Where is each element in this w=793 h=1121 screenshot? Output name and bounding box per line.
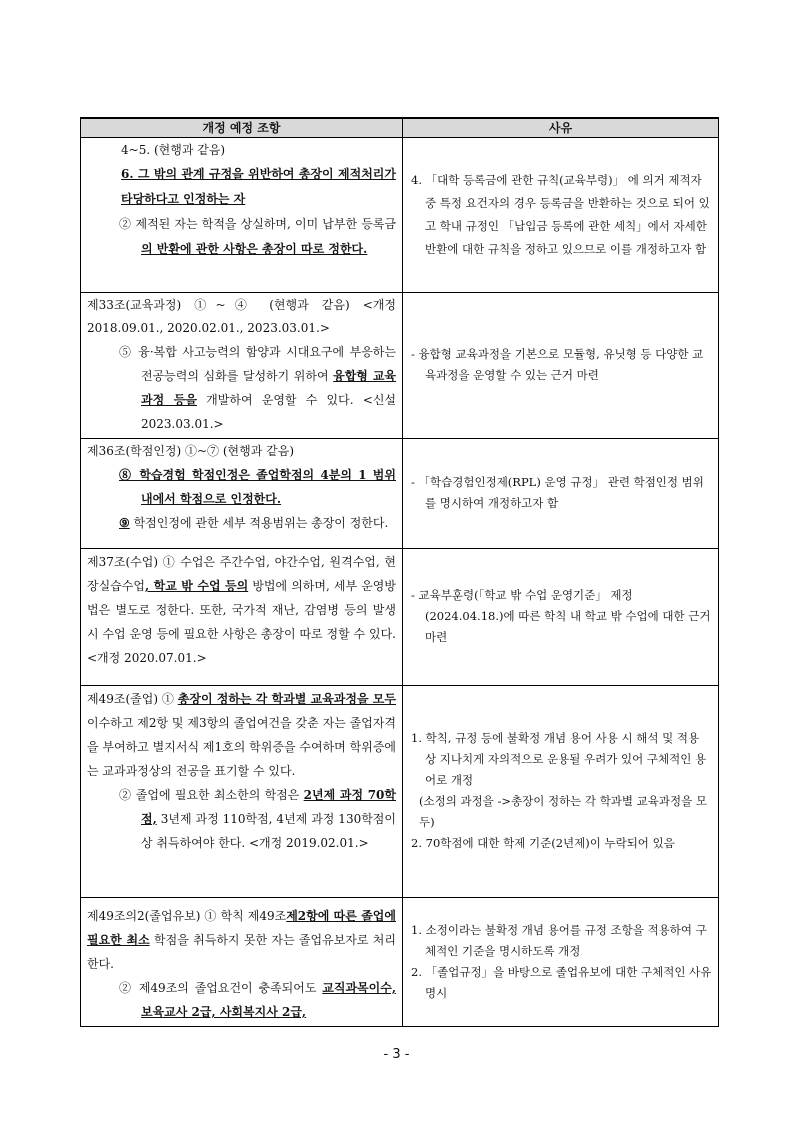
reason-text: 2. 「졸업규정」을 바탕으로 졸업유보에 대한 구체적인 사유 명시 [411,964,712,1000]
reason-cell [403,898,719,1027]
table-row [81,686,719,898]
amended-clause-cell [81,138,403,293]
reason-cell [403,439,719,549]
table-row [81,549,719,686]
amended-clause-cell [81,293,403,439]
clause-line-bold: 6. 그 밖의 관계 규정을 위반하여 총장이 제적처리가 타당하다고 인정하는 자 [121,167,396,206]
clause-line: 제36조(학점인정) ①~⑦ (현행과 같음) [87,444,295,458]
page-number: - 3 - [383,1047,410,1062]
reason-text: 4. 「대학 등록금에 관한 규칙(교육부령)」 에 의거 제적자 중 특정 요건자의 경우 등록금을 반환하는 것으로 되어 있고 학내 규정인 「납입금 등록에 관한 세칙」에서 자세한 반환에 대한 규칙을 정하고 있으므로 이를 개정하고자 함 [411,172,710,256]
table-row [81,293,719,439]
clause-line: ② 졸업에 필요한 최소한의 학점은 2년제 과정 70학점, 3년제 과정 110학점, 4년제 과정 130학점이상 취득하여야 한다. <개정 2019.02.01.> [119,788,396,850]
table-row [81,439,719,549]
clause-line-bold: ⑧ 학습경험 학점인정은 졸업학점의 4분의 1 범위 내에서 학점으로 인정한다. [119,468,396,506]
clause-line: 제37조(수업) ① 수업은 주간수업, 야간수업, 원격수업, 현장실습수업, 학교 밖 수업 등의 방법에 의하며, 세부 운영방법은 별도로 정한다. 또한, 국가적 재난, 감염병 등의 발생 시 수업 운영 등에 필요한 사항은 총장이 따로 정할 수 있다. <개정 2020.07.01.> [87,555,396,665]
reason-cell [403,686,719,898]
clause-line: 제49조(졸업) ① 총장이 정하는 각 학과별 교육과정을 모두 이수하고 제2항 및 제3항의 졸업여건을 갖춘 자는 졸업자격을 부여하고 별지서식 제1호의 학위증을 수여하며 학위증에는 교과과정상의 전공을 표기할 수 있다. [87,692,396,778]
reason-cell [403,549,719,686]
clause-line: ② 제49조의 졸업요건이 충족되어도 교직과목이수, 보육교사 2급, 사회복지사 2급, [119,981,396,1019]
amended-clause-cell [81,686,403,898]
reason-text: 1. 소정이라는 불확정 개념 용어를 규정 조항을 적용하여 구체적인 기준을 명시하도록 개정 [411,922,707,958]
table-row [81,138,719,293]
reason-text: - 융합형 교육과정을 기본으로 모듈형, 유닛형 등 다양한 교육과정을 운영할 수 있는 근거 마련 [411,347,704,382]
amended-clause-cell [81,439,403,549]
reason-text: (소정의 과정을 ->총장이 정하는 각 학과별 교육과정을 모두) [419,794,707,829]
header-reason: 사유 [403,118,719,138]
header-amended-clause: 개정 예정 조항 [81,118,403,138]
clause-line: 4~5. (현행과 같음) [121,143,226,157]
clause-line: ⑨ 학점인정에 관한 세부 적용범위는 총장이 정한다. [119,516,389,530]
reason-text: - 「학습경험인정제(RPL) 운영 규정」 관련 학점인정 범위를 명시하여 개정하고자 함 [411,475,704,510]
clause-line: ⑤ 융·복합 사고능력의 함양과 시대요구에 부응하는 전공능력의 심화를 달성하기 위하여 융합형 교육과정 등을 개발하여 운영할 수 있다. <신설 2023.03.01.> [119,345,397,431]
amended-clause-cell [81,898,403,1027]
clause-line: 제33조(교육과정) ①~④ (현행과 같음) <개정 2018.09.01., 2020.02.01., 2023.03.01.> [87,298,396,335]
reason-cell [403,293,719,439]
reason-text: 2. 70학점에 대한 학제 기준(2년제)이 누락되어 있음 [411,836,675,850]
table-header-row [81,118,719,138]
amended-clause-cell [81,549,403,686]
amendment-table [80,117,719,1027]
table-row [81,898,719,1027]
amendment-table-container [80,117,718,1027]
reason-cell [403,138,719,293]
reason-text: - 교육부훈령(「학교 밖 수업 운영기준」 제정 (2024.04.18.)에 따른 학칙 내 학교 밖 수업에 대한 근거 마련 [411,588,711,644]
clause-line: ② 제적된 자는 학적을 상실하며, 이미 납부한 등록금의 반환에 관한 사항은 총장이 따로 정한다. [119,217,396,256]
reason-text: 1. 학칙, 규정 등에 불확정 개념 용어 사용 시 해석 및 적용 상 지나치게 자의적으로 운용될 우려가 있어 구체적인 용어로 개정 [411,731,707,787]
clause-line: 제49조의2(졸업유보) ① 학칙 제49조제2항에 따른 졸업에 필요한 최소 학점을 취득하지 못한 자는 졸업유보자로 처리한다. [87,909,396,971]
